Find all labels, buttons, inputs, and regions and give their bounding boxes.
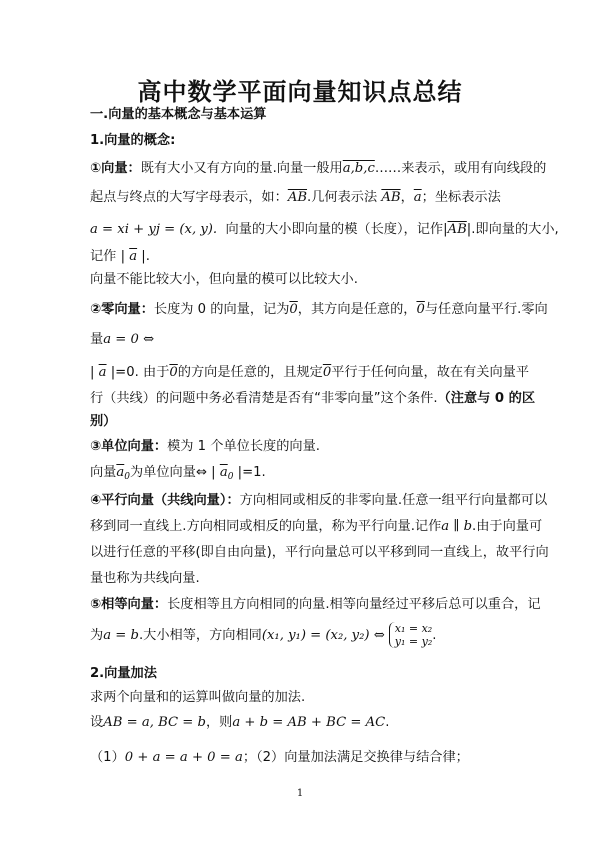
text: | [90,365,95,380]
addition-line-3 [90,749,520,767]
equation-system [389,622,432,648]
math-symbol: $\overline{AB}$ [381,190,401,205]
text: .由于向量可 [472,519,543,534]
zero-vector-line-5: 别） [90,414,117,429]
math-formula: (x₁, y₁) = (x₂, y₂) ⇔ [261,628,385,643]
item-label: ⑤相等向量： [90,597,168,612]
item-label: ①向量： [90,161,141,176]
page-title: 高中数学平面向量知识点总结 [137,77,463,106]
text: 与任意向量平行.零向 [424,302,548,317]
text: 向量 [90,465,117,480]
parallel-vector-line-3: 以进行任意的平移(即自由向量)，平行向量总可以平移到同一直线上，故平行向 [90,545,549,560]
text: . [432,628,437,643]
subsection-heading-vector-concept: 1.向量的概念: [90,133,176,148]
section-heading-1: 一.向量的基本概念与基本运算 [90,107,267,122]
text: |=1. [237,465,266,480]
parallel-vector-line-2 [90,518,543,536]
text: .几何表示法 [307,190,378,205]
text: 的方向是任意的，且规定 [177,365,323,380]
math-symbol: 0 [322,365,332,380]
text: 量 [90,332,104,347]
parallel-vector-line-1 [90,492,548,510]
zero-vector-line-4 [90,390,536,408]
vector-definition-line-2 [90,189,520,207]
equal-vector-line-2 [90,622,520,649]
math-symbol: $\overline{AB}$ [287,190,308,205]
math-symbol: $\overline{a}$ [219,465,228,480]
text: 记作 | [90,249,126,264]
text: 起点与终点的大写字母表示，如： [90,190,288,205]
text: 长度为 0 的向量，记为 [153,302,290,317]
text: |. [141,249,150,264]
vector-definition-line-4 [90,248,520,266]
unit-vector-line-2 [90,464,520,486]
text: ；坐标表示法 [421,190,501,205]
math-symbol: $\overline{a}$ [98,365,107,380]
math-symbol: $\overline{a}$ [116,465,125,480]
unit-vector-line-1 [90,438,520,456]
text: 为单位向量⇔ | [129,465,216,480]
vector-definition-line-3 [90,221,559,239]
text: 方向相同或相反的非零向量.任意一组平行向量都可以 [239,493,548,508]
text: 平行于任何向量，故在有关向量平 [331,365,530,380]
math-symbol: 0 [416,302,425,317]
subscript: 0 [124,472,130,482]
text: 移到同一直线上.方向相同或相反的向量，称为平行向量.记作 [90,519,442,534]
text: . [385,715,390,730]
text: 向量的大小即向量的模（长度），记作| [225,222,448,237]
text: .大小相等，方向相同 [138,628,262,643]
math-symbol: $\overline{a}$ [413,190,422,205]
addition-line-1: 求两个向量和的运算叫做向量的加法. [90,690,306,705]
math-formula: a = 0 ⇔ [103,332,155,347]
equation: x₁ = x₂ [394,622,433,635]
math-formula: a + b = AB + BC = AC [232,715,386,730]
equal-vector-line-1 [90,596,541,614]
math-formula: 0 + a = a + 0 = a [124,750,243,765]
text: ， [400,190,414,205]
text: 为 [90,628,104,643]
addition-line-2 [90,714,520,732]
text: 长度相等且方向相同的向量.相等向量经过平移后总可以重合，记 [167,597,541,612]
text: 设 [90,715,104,730]
zero-vector-line-2 [90,331,520,349]
subsection-heading-vector-addition: 2.向量加法 [90,666,157,681]
math-symbol: a,b,c [342,161,375,176]
math-formula: a = b [103,628,139,643]
parallel-vector-line-4: 量也称为共线向量. [90,571,200,586]
math-symbol: 0 [289,302,298,317]
item-label: ②零向量： [90,302,154,317]
text: 行（共线）的问题中务必看清楚是否有“非零向量”这个条件. [90,391,438,406]
text: |.即向量的大小, [466,222,559,237]
text: |=0. 由于 [110,365,170,380]
math-formula: a = xi + yj = (x, y). [90,222,218,237]
text: ，则 [205,715,233,730]
math-symbol: $\overline{a}$ [129,249,138,264]
subscript: 0 [227,472,234,482]
text: （1） [90,750,125,765]
text: ……来表示，或用有向线段的 [374,161,547,176]
text: ；（2）向量加法满足交换律与结合律； [242,750,469,765]
item-label: ④平行向量（共线向量）： [90,493,240,508]
math-symbol: 0 [169,365,178,380]
text: 模为 1 个单位长度的向量. [167,439,320,454]
text: ，其方向是任意的， [297,302,417,317]
zero-vector-line-1 [90,301,548,319]
item-label: ③单位向量： [90,439,168,454]
math-formula: AB = a, BC = b [103,715,206,730]
equation: y₁ = y₂ [394,635,433,648]
page-number: 1 [296,788,304,799]
math-formula: a ∥ b [441,519,473,534]
vector-definition-line-5: 向量不能比较大小，但向量的模可以比较大小. [90,272,358,287]
zero-vector-line-3 [90,364,530,382]
note: （注意与 0 的区 [437,391,536,406]
vector-definition-line-1 [90,160,547,178]
math-symbol: $\overline{AB}$ [447,222,467,237]
text: 既有大小又有方向的量.向量一般用 [140,161,343,176]
